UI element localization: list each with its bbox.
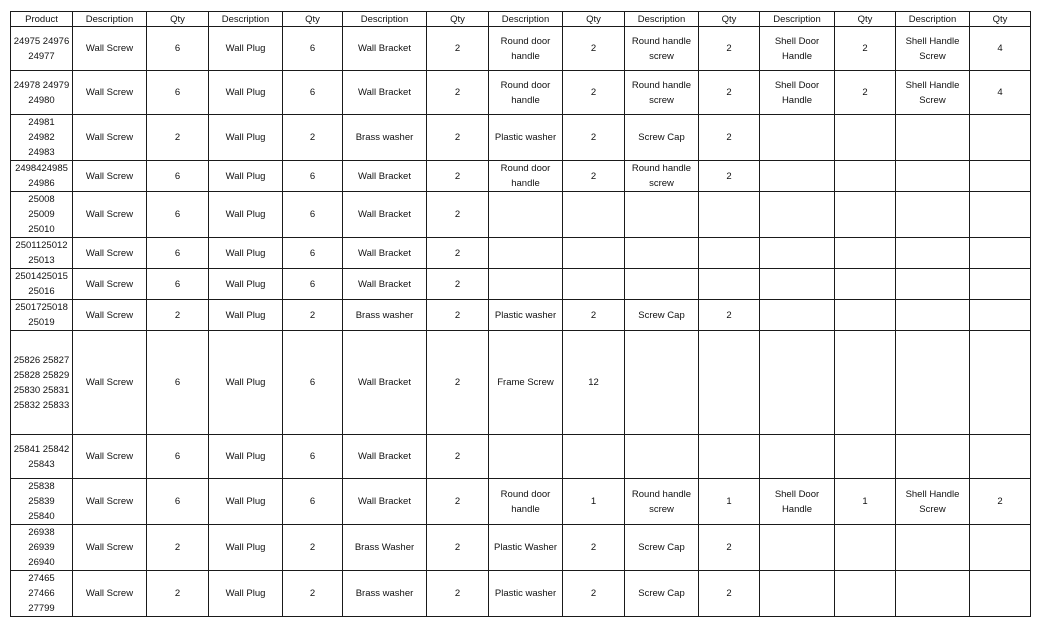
description-cell: Shell Handle Screw: [896, 71, 970, 115]
description-cell: Wall Plug: [209, 238, 283, 269]
qty-cell: 2: [970, 479, 1031, 525]
qty-cell: [970, 331, 1031, 435]
qty-cell: 2: [563, 71, 625, 115]
product-cell: 24978 24979 24980: [11, 71, 73, 115]
description-cell: Wall Screw: [73, 269, 147, 300]
qty-cell: [835, 331, 896, 435]
qty-cell: 2: [835, 71, 896, 115]
qty-cell: 2: [427, 238, 489, 269]
description-cell: Wall Screw: [73, 115, 147, 161]
table-row: [11, 571, 1031, 617]
description-cell: Wall Screw: [73, 479, 147, 525]
description-cell: Round handle screw: [625, 27, 699, 71]
product-cell: 2501125012 25013: [11, 238, 73, 269]
description-cell: [625, 269, 699, 300]
product-cell: 25838 25839 25840: [11, 479, 73, 525]
qty-cell: 6: [283, 71, 343, 115]
qty-cell: 6: [283, 331, 343, 435]
description-cell: [896, 331, 970, 435]
qty-cell: 2: [699, 161, 760, 192]
table-row: [11, 300, 1031, 331]
description-cell: Brass Washer: [343, 525, 427, 571]
table-row: [11, 161, 1031, 192]
description-cell: Plastic washer: [489, 115, 563, 161]
product-cell: 2501425015 25016: [11, 269, 73, 300]
header-qty: Qty: [147, 12, 209, 27]
description-cell: [489, 238, 563, 269]
header-qty: Qty: [835, 12, 896, 27]
description-cell: [760, 269, 835, 300]
description-cell: [625, 331, 699, 435]
product-cell: 2501725018 25019: [11, 300, 73, 331]
description-cell: Round door handle: [489, 161, 563, 192]
qty-cell: 6: [283, 435, 343, 479]
qty-cell: 6: [147, 331, 209, 435]
description-cell: Wall Plug: [209, 115, 283, 161]
description-cell: Wall Plug: [209, 479, 283, 525]
qty-cell: 6: [283, 269, 343, 300]
description-cell: Screw Cap: [625, 571, 699, 617]
description-cell: Wall Bracket: [343, 435, 427, 479]
description-cell: [489, 435, 563, 479]
description-cell: Wall Plug: [209, 435, 283, 479]
description-cell: Wall Screw: [73, 435, 147, 479]
description-cell: Brass washer: [343, 300, 427, 331]
qty-cell: [970, 571, 1031, 617]
qty-cell: 2: [147, 300, 209, 331]
description-cell: Wall Screw: [73, 161, 147, 192]
qty-cell: 6: [283, 27, 343, 71]
description-cell: [760, 571, 835, 617]
qty-cell: 2: [147, 571, 209, 617]
qty-cell: [835, 571, 896, 617]
qty-cell: [699, 192, 760, 238]
qty-cell: [835, 115, 896, 161]
description-cell: [760, 300, 835, 331]
description-cell: Round handle screw: [625, 479, 699, 525]
qty-cell: 6: [147, 161, 209, 192]
qty-cell: 6: [147, 192, 209, 238]
table-row: [11, 435, 1031, 479]
description-cell: [760, 115, 835, 161]
description-cell: Wall Bracket: [343, 27, 427, 71]
qty-cell: 2: [563, 571, 625, 617]
description-cell: [896, 435, 970, 479]
description-cell: [896, 571, 970, 617]
qty-cell: [563, 269, 625, 300]
qty-cell: 2: [427, 115, 489, 161]
description-cell: Wall Plug: [209, 300, 283, 331]
header-qty: Qty: [563, 12, 625, 27]
header-qty: Qty: [427, 12, 489, 27]
qty-cell: [699, 269, 760, 300]
qty-cell: 6: [147, 27, 209, 71]
qty-cell: 2: [699, 300, 760, 331]
description-cell: Wall Screw: [73, 238, 147, 269]
description-cell: Round door handle: [489, 27, 563, 71]
qty-cell: 2: [427, 525, 489, 571]
description-cell: Wall Bracket: [343, 331, 427, 435]
qty-cell: 2: [283, 115, 343, 161]
qty-cell: 2: [147, 115, 209, 161]
header-description: Description: [73, 12, 147, 27]
qty-cell: 6: [147, 71, 209, 115]
description-cell: Shell Door Handle: [760, 479, 835, 525]
description-cell: Wall Plug: [209, 71, 283, 115]
qty-cell: [970, 435, 1031, 479]
qty-cell: [835, 238, 896, 269]
description-cell: Screw Cap: [625, 115, 699, 161]
header-product: Product: [11, 12, 73, 27]
qty-cell: [835, 269, 896, 300]
qty-cell: 2: [427, 571, 489, 617]
description-cell: Wall Screw: [73, 525, 147, 571]
description-cell: Round door handle: [489, 479, 563, 525]
description-cell: [896, 300, 970, 331]
qty-cell: 2: [699, 27, 760, 71]
qty-cell: 2: [427, 269, 489, 300]
header-description: Description: [896, 12, 970, 27]
product-cell: 24975 24976 24977: [11, 27, 73, 71]
qty-cell: [970, 525, 1031, 571]
description-cell: Round handle screw: [625, 161, 699, 192]
description-cell: Shell Door Handle: [760, 71, 835, 115]
qty-cell: [970, 269, 1031, 300]
header-qty: Qty: [970, 12, 1031, 27]
table-row: [11, 525, 1031, 571]
qty-cell: 2: [427, 161, 489, 192]
product-cell: 27465 27466 27799: [11, 571, 73, 617]
qty-cell: 2: [427, 479, 489, 525]
description-cell: Plastic washer: [489, 300, 563, 331]
product-cell: 25008 25009 25010: [11, 192, 73, 238]
qty-cell: [835, 435, 896, 479]
qty-cell: 2: [283, 571, 343, 617]
product-cell: 25826 25827 25828 25829 25830 25831 25832 25833: [11, 331, 73, 435]
header-description: Description: [760, 12, 835, 27]
qty-cell: 2: [699, 115, 760, 161]
qty-cell: 2: [563, 525, 625, 571]
qty-cell: [563, 238, 625, 269]
qty-cell: [970, 300, 1031, 331]
table-row: [11, 71, 1031, 115]
description-cell: Plastic Washer: [489, 525, 563, 571]
qty-cell: 6: [147, 435, 209, 479]
description-cell: Wall Plug: [209, 571, 283, 617]
description-cell: Frame Screw: [489, 331, 563, 435]
description-cell: Wall Screw: [73, 571, 147, 617]
qty-cell: 2: [283, 300, 343, 331]
description-cell: [625, 192, 699, 238]
description-cell: [489, 192, 563, 238]
description-cell: Wall Bracket: [343, 71, 427, 115]
qty-cell: [970, 161, 1031, 192]
qty-cell: 2: [427, 192, 489, 238]
qty-cell: 2: [699, 71, 760, 115]
table-row: [11, 192, 1031, 238]
qty-cell: [835, 525, 896, 571]
description-cell: Wall Screw: [73, 331, 147, 435]
qty-cell: 2: [835, 27, 896, 71]
qty-cell: 4: [970, 71, 1031, 115]
description-cell: Wall Plug: [209, 27, 283, 71]
description-cell: [896, 115, 970, 161]
description-cell: Wall Bracket: [343, 238, 427, 269]
description-cell: [760, 331, 835, 435]
description-cell: Wall Screw: [73, 71, 147, 115]
product-cell: 24981 24982 24983: [11, 115, 73, 161]
description-cell: [760, 238, 835, 269]
description-cell: Brass washer: [343, 571, 427, 617]
table-body: [11, 27, 1031, 617]
qty-cell: [699, 435, 760, 479]
qty-cell: 6: [283, 238, 343, 269]
description-cell: Wall Plug: [209, 192, 283, 238]
description-cell: [489, 269, 563, 300]
description-cell: Wall Bracket: [343, 192, 427, 238]
qty-cell: [970, 192, 1031, 238]
qty-cell: [835, 300, 896, 331]
qty-cell: [563, 192, 625, 238]
qty-cell: 12: [563, 331, 625, 435]
description-cell: Wall Plug: [209, 161, 283, 192]
qty-cell: [563, 435, 625, 479]
description-cell: Shell Handle Screw: [896, 27, 970, 71]
qty-cell: [970, 238, 1031, 269]
description-cell: [896, 525, 970, 571]
table-row: [11, 331, 1031, 435]
table-row: [11, 27, 1031, 71]
qty-cell: 2: [563, 115, 625, 161]
qty-cell: 2: [699, 525, 760, 571]
header-description: Description: [489, 12, 563, 27]
table-row: [11, 115, 1031, 161]
description-cell: Wall Plug: [209, 525, 283, 571]
description-cell: [896, 192, 970, 238]
qty-cell: [970, 115, 1031, 161]
description-cell: [760, 192, 835, 238]
qty-cell: 2: [563, 161, 625, 192]
qty-cell: [699, 238, 760, 269]
description-cell: Screw Cap: [625, 300, 699, 331]
qty-cell: 2: [699, 571, 760, 617]
description-cell: [760, 525, 835, 571]
description-cell: Wall Screw: [73, 27, 147, 71]
qty-cell: 2: [563, 27, 625, 71]
description-cell: Wall Screw: [73, 192, 147, 238]
description-cell: Wall Plug: [209, 331, 283, 435]
qty-cell: 2: [427, 71, 489, 115]
description-cell: Shell Door Handle: [760, 27, 835, 71]
qty-cell: 6: [147, 238, 209, 269]
qty-cell: [699, 331, 760, 435]
qty-cell: 6: [283, 192, 343, 238]
description-cell: Wall Bracket: [343, 161, 427, 192]
header-description: Description: [209, 12, 283, 27]
qty-cell: 6: [283, 161, 343, 192]
description-cell: Wall Screw: [73, 300, 147, 331]
header-row: [11, 12, 1031, 27]
description-cell: Wall Bracket: [343, 269, 427, 300]
header-qty: Qty: [283, 12, 343, 27]
description-cell: Round door handle: [489, 71, 563, 115]
description-cell: [625, 435, 699, 479]
qty-cell: [835, 192, 896, 238]
description-cell: [896, 161, 970, 192]
qty-cell: 2: [283, 525, 343, 571]
qty-cell: 6: [147, 269, 209, 300]
description-cell: [896, 238, 970, 269]
qty-cell: 6: [147, 479, 209, 525]
qty-cell: 2: [427, 435, 489, 479]
product-parts-table: [10, 11, 1031, 617]
table-row: [11, 479, 1031, 525]
qty-cell: 1: [699, 479, 760, 525]
description-cell: [760, 161, 835, 192]
qty-cell: 4: [970, 27, 1031, 71]
qty-cell: 2: [427, 331, 489, 435]
description-cell: Wall Plug: [209, 269, 283, 300]
qty-cell: 2: [563, 300, 625, 331]
description-cell: Brass washer: [343, 115, 427, 161]
qty-cell: 6: [283, 479, 343, 525]
description-cell: [760, 435, 835, 479]
header-description: Description: [343, 12, 427, 27]
qty-cell: [835, 161, 896, 192]
table-row: [11, 269, 1031, 300]
description-cell: [625, 238, 699, 269]
qty-cell: 1: [563, 479, 625, 525]
header-qty: Qty: [699, 12, 760, 27]
qty-cell: 1: [835, 479, 896, 525]
header-description: Description: [625, 12, 699, 27]
qty-cell: 2: [427, 27, 489, 71]
description-cell: Plastic washer: [489, 571, 563, 617]
description-cell: Screw Cap: [625, 525, 699, 571]
description-cell: Round handle screw: [625, 71, 699, 115]
description-cell: Wall Bracket: [343, 479, 427, 525]
product-cell: 25841 25842 25843: [11, 435, 73, 479]
qty-cell: 2: [147, 525, 209, 571]
product-cell: 2498424985 24986: [11, 161, 73, 192]
description-cell: Shell Handle Screw: [896, 479, 970, 525]
description-cell: [896, 269, 970, 300]
product-cell: 26938 26939 26940: [11, 525, 73, 571]
table-row: [11, 238, 1031, 269]
qty-cell: 2: [427, 300, 489, 331]
